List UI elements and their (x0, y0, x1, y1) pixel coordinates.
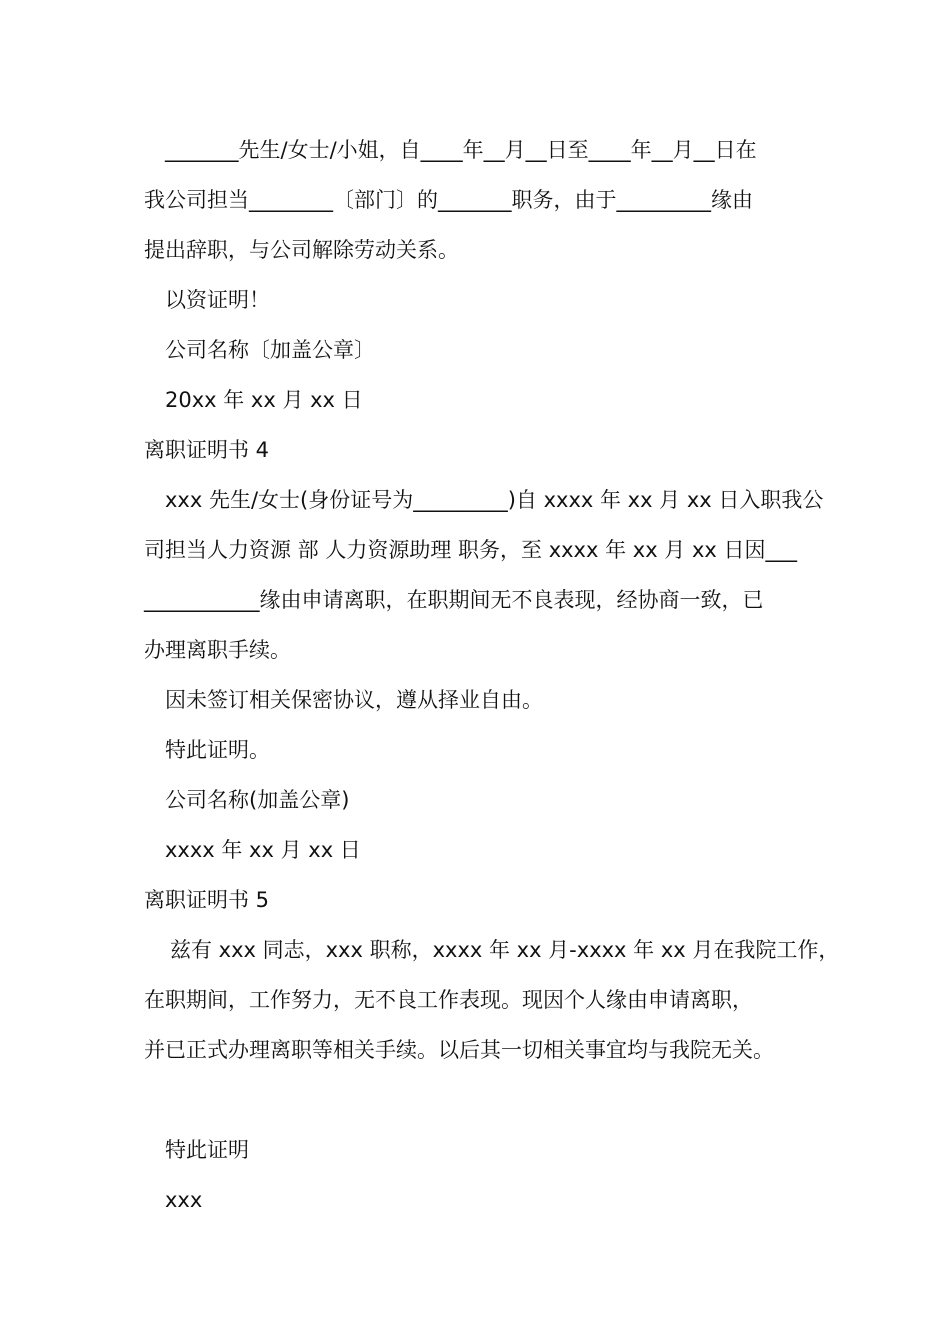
paragraph-line: 办理离职手续。 (144, 638, 291, 662)
signature-line: xxx (165, 1188, 203, 1212)
section-heading: 离职证明书 5 (144, 888, 270, 912)
paragraph-line: xxx 先生/女士(身份证号为_________)自 xxxx 年 xx 月 xx 日入职我公 (165, 488, 824, 512)
section-heading: 离职证明书 4 (144, 438, 270, 462)
paragraph-line: 因未签订相关保密协议，遵从择业自由。 (165, 688, 543, 712)
paragraph-line: 提出辞职，与公司解除劳动关系。 (144, 238, 459, 262)
paragraph-line: 并已正式办理离职等相关手续。以后其一切相关事宜均与我院无关。 (144, 1038, 774, 1062)
company-name-line: 公司名称〔加盖公章〕 (165, 338, 375, 362)
closing-text: 以资证明！ (165, 288, 270, 312)
closing-text: 特此证明 (165, 1138, 249, 1162)
paragraph-line: 我公司担当________〔部门〕的_______职务，由于_________缘由 (144, 188, 753, 212)
paragraph-line: 兹有 xxx 同志，xxx 职称，xxxx 年 xx 月-xxxx 年 xx 月在我院工作， (170, 938, 840, 962)
company-name-line: 公司名称(加盖公章) (165, 788, 350, 812)
paragraph-line: 在职期间，工作努力，无不良工作表现。现因个人缘由申请离职， (144, 988, 753, 1012)
date-line: 20xx 年 xx 月 xx 日 (165, 388, 363, 412)
paragraph-line: _______先生/女士/小姐，自____年__月__日至____年__月__日在 (165, 138, 757, 162)
date-line: xxxx 年 xx 月 xx 日 (165, 838, 361, 862)
closing-text: 特此证明。 (165, 738, 270, 762)
paragraph-line: 司担当人力资源 部 人力资源助理 职务，至 xxxx 年 xx 月 xx 日因___ (144, 538, 797, 562)
paragraph-line: ___________缘由申请离职，在职期间无不良表现，经协商一致，已 (144, 588, 764, 612)
